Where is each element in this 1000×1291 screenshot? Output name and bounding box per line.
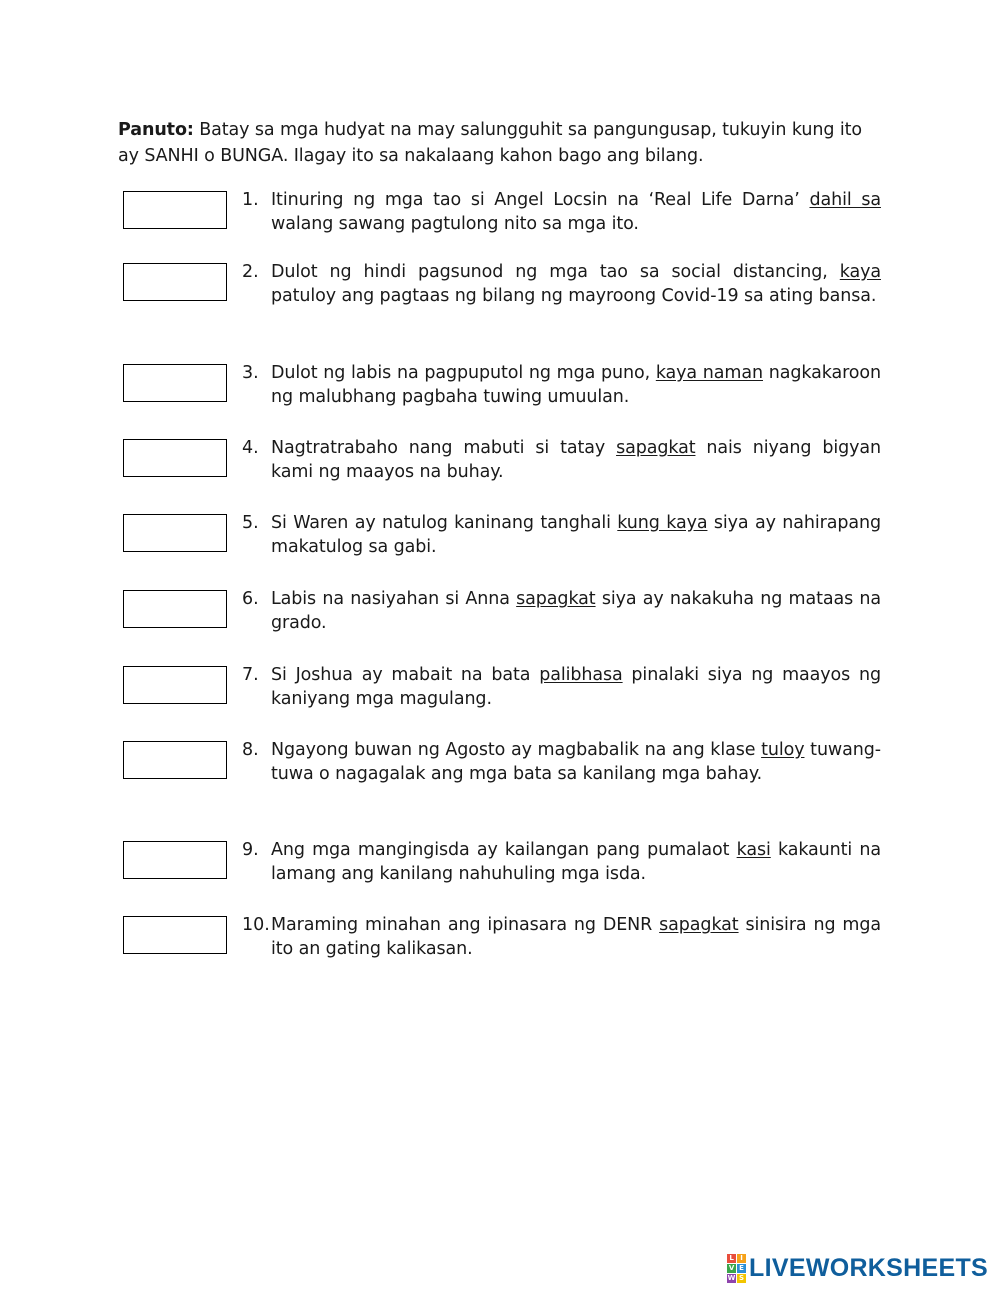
cue-word: sapagkat	[616, 438, 696, 458]
question-number: 6.	[242, 589, 259, 609]
question-text: Ang mga mangingisda ay kailangan pang pumalaot kasi kakaunti na lamang ang kanilang nahuhuling mga isda.	[271, 840, 882, 884]
answer-box-2[interactable]	[123, 263, 227, 301]
question-number: 9.	[242, 840, 259, 860]
question-text: Dulot ng hindi pagsunod ng mga tao sa social distancing, kaya patuloy ang pagtaas ng bilang ng mayroong Covid-19 sa ating bansa.	[271, 262, 881, 306]
cue-word: sapagkat	[516, 589, 596, 609]
question-number: 2.	[242, 262, 259, 282]
cue-word: kung kaya	[617, 513, 708, 533]
answer-box-8[interactable]	[123, 741, 227, 779]
answer-box-4[interactable]	[123, 439, 227, 477]
answer-box-5[interactable]	[123, 514, 227, 552]
liveworksheets-logo-icon: L I V E W S	[727, 1254, 745, 1282]
instructions-label: Panuto:	[118, 120, 194, 140]
question-text: Itinuring ng mga tao si Angel Locsin na ‘Real Life Darna’ dahil sa walang sawang pagtulong nito sa mga ito.	[271, 190, 881, 234]
question-text: Maraming minahan ang ipinasara ng DENR sapagkat sinisira ng mga ito an gating kalikasan.	[271, 915, 881, 959]
question-number: 1.	[242, 190, 259, 210]
cue-word: kasi	[736, 840, 771, 860]
cue-word: kaya naman	[655, 363, 763, 383]
answer-box-10[interactable]	[123, 916, 227, 954]
brand-name: LIVEWORKSHEETS	[749, 1254, 988, 1282]
answer-box-9[interactable]	[123, 841, 227, 879]
cue-word: dahil sa	[809, 190, 881, 210]
question-number: 3.	[242, 363, 259, 383]
question-text: Dulot ng labis na pagpuputol ng mga puno, kaya naman nagkakaroon ng malubhang pagbaha tuwing umuulan.	[271, 363, 882, 407]
question-text: Si Joshua ay mabait na bata palibhasa pinalaki siya ng maayos ng kaniyang mga magulang.	[271, 665, 881, 709]
cue-word: kaya	[839, 262, 881, 282]
answer-box-6[interactable]	[123, 590, 227, 628]
question-number: 4.	[242, 438, 259, 458]
question-text: Nagtratrabaho nang mabuti si tatay sapagkat nais niyang bigyan kami ng maayos na buhay.	[271, 438, 881, 482]
instructions-text: Batay sa mga hudyat na may salungguhit sa pangungusap, tukuyin kung ito ay SANHI o BUNGA. Ilagay ito sa nakalaang kahon bago ang bilang.	[118, 120, 862, 166]
liveworksheets-brand	[727, 1254, 988, 1283]
cue-word: tuloy	[761, 740, 805, 760]
question-text: Si Waren ay natulog kaninang tanghali kung kaya siya ay nahirapang makatulog sa gabi.	[271, 513, 881, 557]
answer-box-1[interactable]	[123, 191, 227, 229]
cue-word: palibhasa	[539, 665, 623, 685]
answer-box-7[interactable]	[123, 666, 227, 704]
question-number: 8.	[242, 740, 259, 760]
instructions	[118, 117, 888, 169]
question-number: 10.	[242, 915, 270, 935]
question-text: Labis na nasiyahan si Anna sapagkat siya ay nakakuha ng mataas na grado.	[271, 589, 881, 633]
answer-box-3[interactable]	[123, 364, 227, 402]
cue-word: sapagkat	[659, 915, 739, 935]
question-number: 7.	[242, 665, 259, 685]
question-text: Ngayong buwan ng Agosto ay magbabalik na ang klase tuloy tuwang-tuwa o nagagalak ang mga bata sa kanilang mga bahay.	[271, 740, 881, 784]
question-number: 5.	[242, 513, 259, 533]
